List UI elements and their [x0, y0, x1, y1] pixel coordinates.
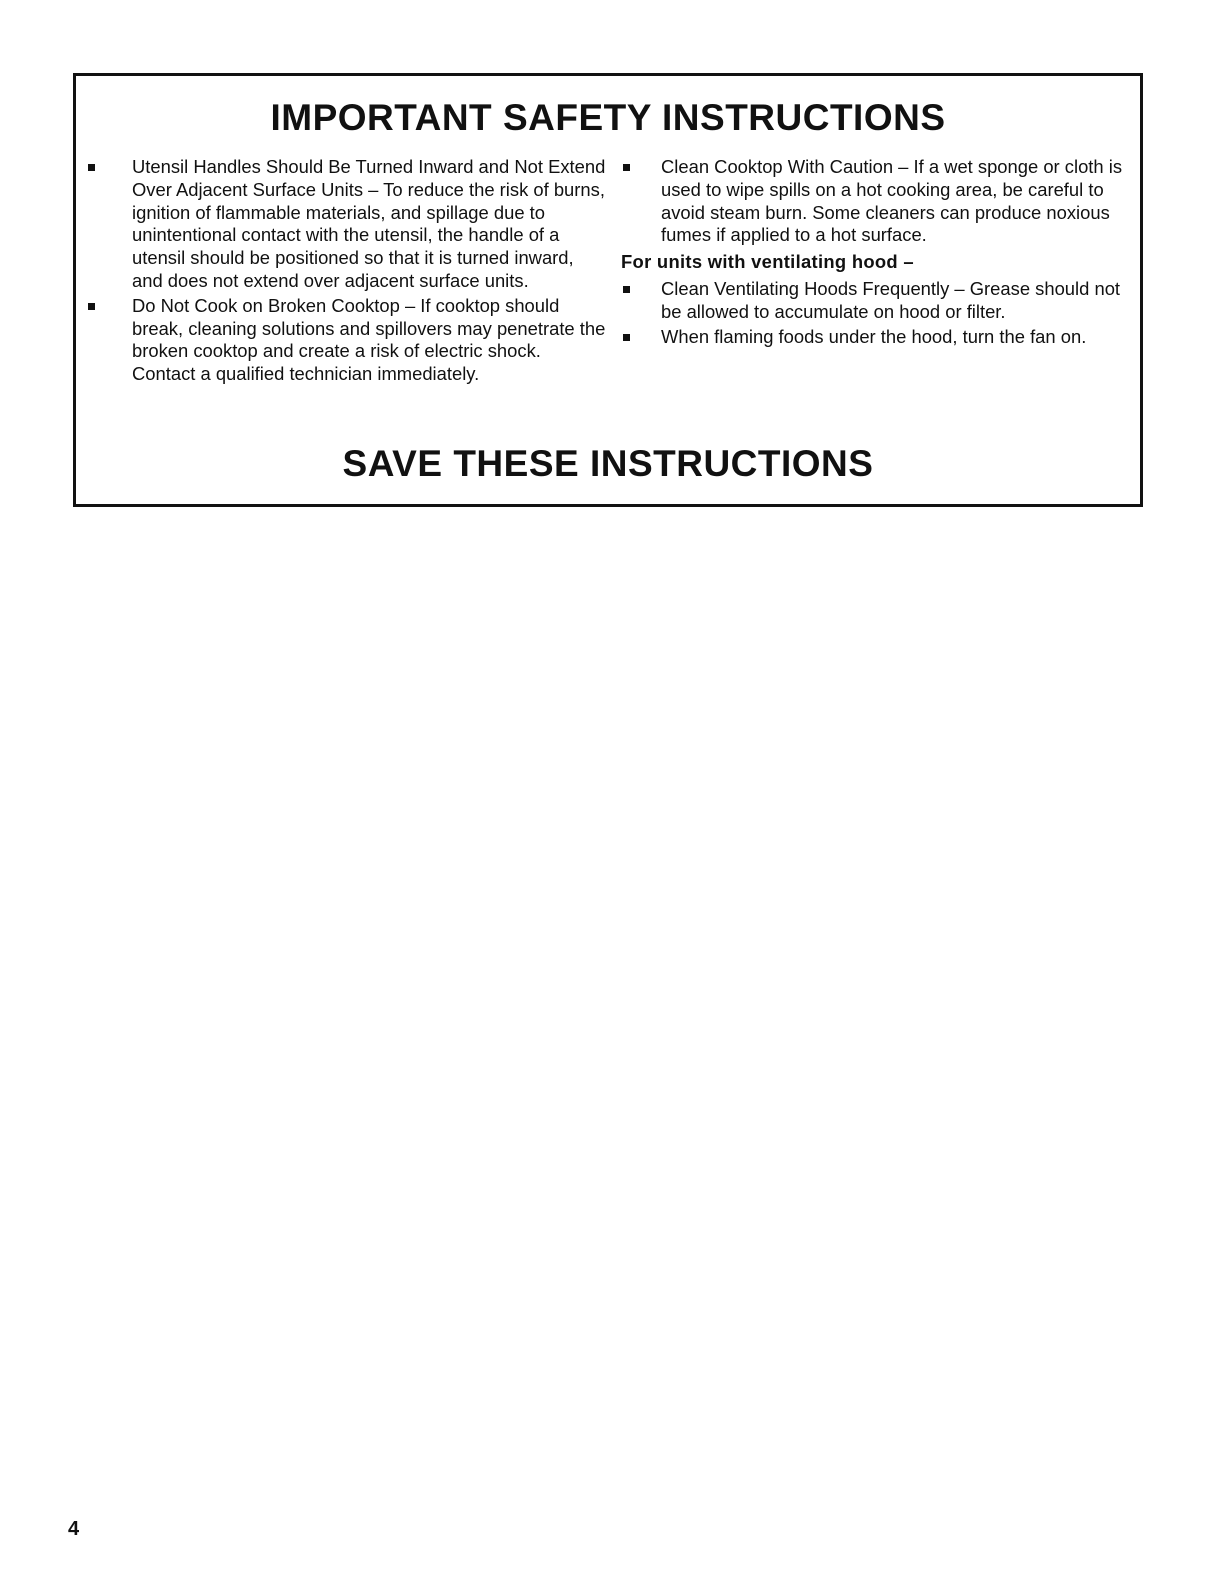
list-item [619, 156, 1134, 247]
list-item-text: Clean Cooktop With Caution – If a wet sponge or cloth is used to wipe spills on a hot cooking area, be careful to avoid steam burn. Some cleaners can produce noxious fumes if applied to a hot surface. [661, 156, 1123, 246]
square-bullet-icon [623, 334, 630, 341]
hood-subheading: For units with ventilating hood – [621, 251, 914, 273]
list-item-text: Do Not Cook on Broken Cooktop – If cooktop should break, cleaning solutions and spillovers may penetrate the broken cooktop and create a risk of electric shock. Contact a qualified technician immediately. [132, 294, 606, 385]
list-item-text: Utensil Handles Should Be Turned Inward and Not Extend Over Adjacent Surface Units – To reduce the risk of burns, ignition of flammable materials, and spillage due to unintentional contact with the utensil, the handle of a utensil should be positioned so that it is turned inward, and does not extend over adjacent surface units. [132, 156, 606, 291]
right-column [619, 156, 1134, 350]
safety-instructions-box [73, 73, 1143, 507]
list-item-text: Clean Ventilating Hoods Frequently – Grease should not be allowed to accumulate on hood or filter. [661, 277, 1121, 322]
page-number: 4 [68, 1518, 80, 1540]
box-title: IMPORTANT SAFETY INSTRUCTIONS [270, 97, 946, 138]
list-item [88, 295, 608, 386]
list-item [619, 326, 1134, 349]
list-item [619, 278, 1134, 324]
square-bullet-icon [88, 164, 95, 171]
square-bullet-icon [623, 164, 630, 171]
square-bullet-icon [88, 303, 95, 310]
square-bullet-icon [623, 286, 630, 293]
list-item-text: When flaming foods under the hood, turn the fan on. [661, 325, 1087, 347]
box-footer: SAVE THESE INSTRUCTIONS [342, 443, 874, 484]
left-column [88, 156, 608, 388]
list-item [88, 156, 608, 293]
